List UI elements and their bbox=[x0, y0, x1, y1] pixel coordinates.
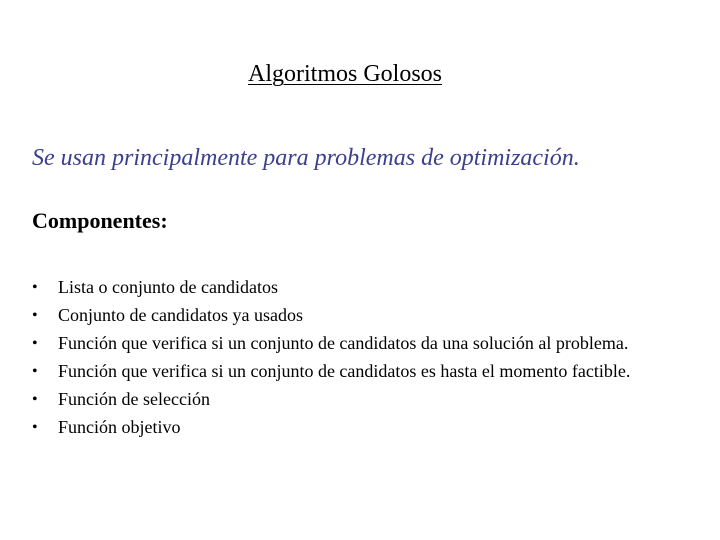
list-item-text: Función de selección bbox=[58, 389, 210, 409]
bullet-icon: • bbox=[32, 279, 38, 296]
list-item bbox=[32, 388, 652, 411]
bullet-icon: • bbox=[32, 391, 38, 408]
list-item-text: Función que verifica si un conjunto de candidatos es hasta el momento factible. bbox=[58, 361, 631, 381]
list-item bbox=[32, 276, 652, 299]
list-item bbox=[32, 360, 652, 383]
components-heading: Componentes: bbox=[32, 208, 168, 233]
bullet-icon: • bbox=[32, 363, 38, 380]
slide-subtitle: Se usan principalmente para problemas de optimización. bbox=[32, 145, 580, 171]
list-item bbox=[32, 416, 652, 439]
bullet-icon: • bbox=[32, 307, 38, 324]
list-item-text: Lista o conjunto de candidatos bbox=[58, 277, 278, 297]
slide-title-text: Algoritmos Golosos bbox=[248, 61, 443, 87]
bullet-icon: • bbox=[32, 419, 38, 436]
list-item-text: Función objetivo bbox=[58, 417, 181, 437]
list-item bbox=[32, 304, 652, 327]
list-item-text: Conjunto de candidatos ya usados bbox=[58, 305, 303, 325]
list-item-text: Función que verifica si un conjunto de candidatos da una solución al problema. bbox=[58, 333, 629, 353]
components-list bbox=[32, 276, 652, 444]
slide-title bbox=[248, 58, 442, 90]
bullet-icon: • bbox=[32, 335, 38, 352]
list-item bbox=[32, 332, 652, 355]
